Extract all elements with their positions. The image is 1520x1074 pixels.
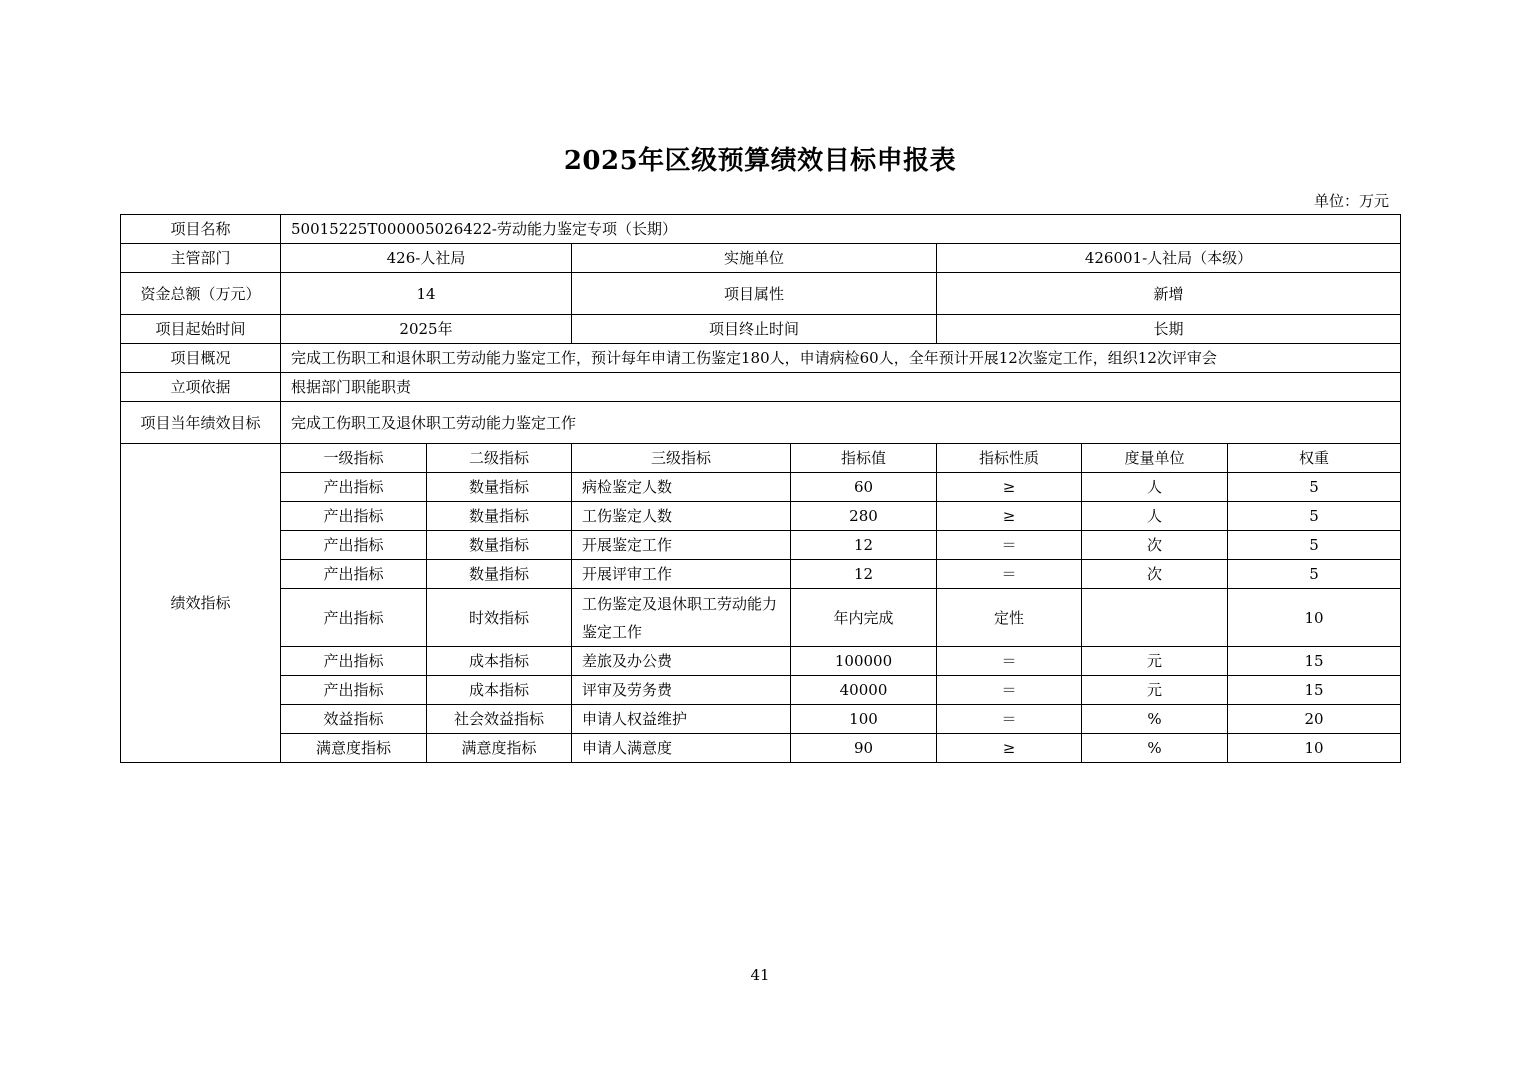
value-cell: 280 (791, 502, 937, 531)
unit-cell: 次 (1082, 531, 1228, 560)
unit-label: 单位：万元 (1313, 192, 1389, 210)
weight-cell: 10 (1228, 589, 1401, 647)
unit-cell: 人 (1082, 502, 1228, 531)
level2-cell: 数量指标 (427, 560, 572, 589)
weight-cell: 20 (1228, 705, 1401, 734)
value-cell: 90 (791, 734, 937, 763)
level3-cell: 工伤鉴定及退休职工劳动能力鉴定工作 (572, 589, 791, 647)
level1-cell: 产出指标 (281, 473, 427, 502)
goal-value: 完成工伤职工及退休职工劳动能力鉴定工作 (281, 402, 1401, 444)
row-basis (121, 373, 1401, 402)
unit-cell: 元 (1082, 647, 1228, 676)
level2-cell: 时效指标 (427, 589, 572, 647)
nature-cell: ≥ (937, 734, 1082, 763)
level3-cell: 差旅及办公费 (572, 647, 791, 676)
nature-cell: ＝ (937, 560, 1082, 589)
level2-cell: 成本指标 (427, 676, 572, 705)
value-cell: 12 (791, 560, 937, 589)
nature-cell: ≥ (937, 473, 1082, 502)
weight-cell: 15 (1228, 676, 1401, 705)
header-nature: 指标性质 (937, 444, 1082, 473)
value-cell: 100000 (791, 647, 937, 676)
end-time-value: 长期 (937, 315, 1401, 344)
header-unit: 度量单位 (1082, 444, 1228, 473)
value-cell: 100 (791, 705, 937, 734)
overview-label: 项目概况 (121, 344, 281, 373)
project-attribute-label: 项目属性 (572, 273, 937, 315)
unit-cell (1082, 589, 1228, 647)
weight-cell: 5 (1228, 560, 1401, 589)
implementing-unit-label: 实施单位 (572, 244, 937, 273)
project-attribute-value: 新增 (937, 273, 1401, 315)
end-time-label: 项目终止时间 (572, 315, 937, 344)
level1-cell: 效益指标 (281, 705, 427, 734)
department-label: 主管部门 (121, 244, 281, 273)
level1-cell: 产出指标 (281, 502, 427, 531)
basis-value: 根据部门职能职责 (281, 373, 1401, 402)
row-project-name (121, 215, 1401, 244)
start-time-value: 2025年 (281, 315, 572, 344)
unit-cell: 次 (1082, 560, 1228, 589)
level1-cell: 产出指标 (281, 647, 427, 676)
nature-cell: 定性 (937, 589, 1082, 647)
level1-cell: 产出指标 (281, 560, 427, 589)
table-row (121, 560, 1401, 589)
level3-cell: 申请人权益维护 (572, 705, 791, 734)
table-row (121, 589, 1401, 647)
weight-cell: 5 (1228, 531, 1401, 560)
row-department (121, 244, 1401, 273)
header-level2: 二级指标 (427, 444, 572, 473)
project-name-value: 50015225T000005026422-劳动能力鉴定专项（长期） (281, 215, 1401, 244)
unit-cell: 元 (1082, 676, 1228, 705)
project-info-body (121, 215, 1401, 444)
value-cell: 年内完成 (791, 589, 937, 647)
table-row (121, 647, 1401, 676)
table-row (121, 473, 1401, 502)
project-name-label: 项目名称 (121, 215, 281, 244)
value-cell: 12 (791, 531, 937, 560)
weight-cell: 10 (1228, 734, 1401, 763)
department-value: 426-人社局 (281, 244, 572, 273)
nature-cell: ＝ (937, 705, 1082, 734)
row-overview (121, 344, 1401, 373)
level2-cell: 成本指标 (427, 647, 572, 676)
weight-cell: 15 (1228, 647, 1401, 676)
header-level1: 一级指标 (281, 444, 427, 473)
level3-cell: 开展鉴定工作 (572, 531, 791, 560)
level3-cell: 工伤鉴定人数 (572, 502, 791, 531)
header-weight: 权重 (1228, 444, 1401, 473)
overview-value: 完成工伤职工和退休职工劳动能力鉴定工作，预计每年申请工伤鉴定180人，申请病检60人，全年预计开展12次鉴定工作，组织12次评审会 (281, 344, 1401, 373)
page-title: 2025年区级预算绩效目标申报表 (563, 146, 957, 176)
nature-cell: ＝ (937, 531, 1082, 560)
table-row (121, 531, 1401, 560)
value-cell: 40000 (791, 676, 937, 705)
level1-cell: 产出指标 (281, 676, 427, 705)
nature-cell: ＝ (937, 647, 1082, 676)
performance-table (120, 214, 1401, 763)
value-cell: 60 (791, 473, 937, 502)
basis-label: 立项依据 (121, 373, 281, 402)
level2-cell: 社会效益指标 (427, 705, 572, 734)
table-row (121, 502, 1401, 531)
table-row (121, 705, 1401, 734)
unit-cell: 人 (1082, 473, 1228, 502)
weight-cell: 5 (1228, 502, 1401, 531)
table-row (121, 676, 1401, 705)
level1-cell: 产出指标 (281, 531, 427, 560)
row-fund (121, 273, 1401, 315)
fund-total-value: 14 (281, 273, 572, 315)
level2-cell: 数量指标 (427, 502, 572, 531)
start-time-label: 项目起始时间 (121, 315, 281, 344)
level1-cell: 满意度指标 (281, 734, 427, 763)
unit-cell: % (1082, 705, 1228, 734)
indicator-header-row (121, 444, 1401, 473)
page-number: 41 (750, 966, 770, 984)
header-level3: 三级指标 (572, 444, 791, 473)
weight-cell: 5 (1228, 473, 1401, 502)
level3-cell: 申请人满意度 (572, 734, 791, 763)
level3-cell: 开展评审工作 (572, 560, 791, 589)
goal-label: 项目当年绩效目标 (121, 402, 281, 444)
row-period (121, 315, 1401, 344)
level2-cell: 满意度指标 (427, 734, 572, 763)
level3-cell: 评审及劳务费 (572, 676, 791, 705)
level2-cell: 数量指标 (427, 531, 572, 560)
indicators-section-label: 绩效指标 (121, 444, 281, 763)
level2-cell: 数量指标 (427, 473, 572, 502)
header-value: 指标值 (791, 444, 937, 473)
indicators-body (121, 444, 1401, 763)
nature-cell: ＝ (937, 676, 1082, 705)
nature-cell: ≥ (937, 502, 1082, 531)
fund-total-label: 资金总额（万元） (121, 273, 281, 315)
implementing-unit-value: 426001-人社局（本级） (937, 244, 1401, 273)
level3-cell: 病检鉴定人数 (572, 473, 791, 502)
table-row (121, 734, 1401, 763)
row-goal (121, 402, 1401, 444)
level1-cell: 产出指标 (281, 589, 427, 647)
unit-cell: % (1082, 734, 1228, 763)
